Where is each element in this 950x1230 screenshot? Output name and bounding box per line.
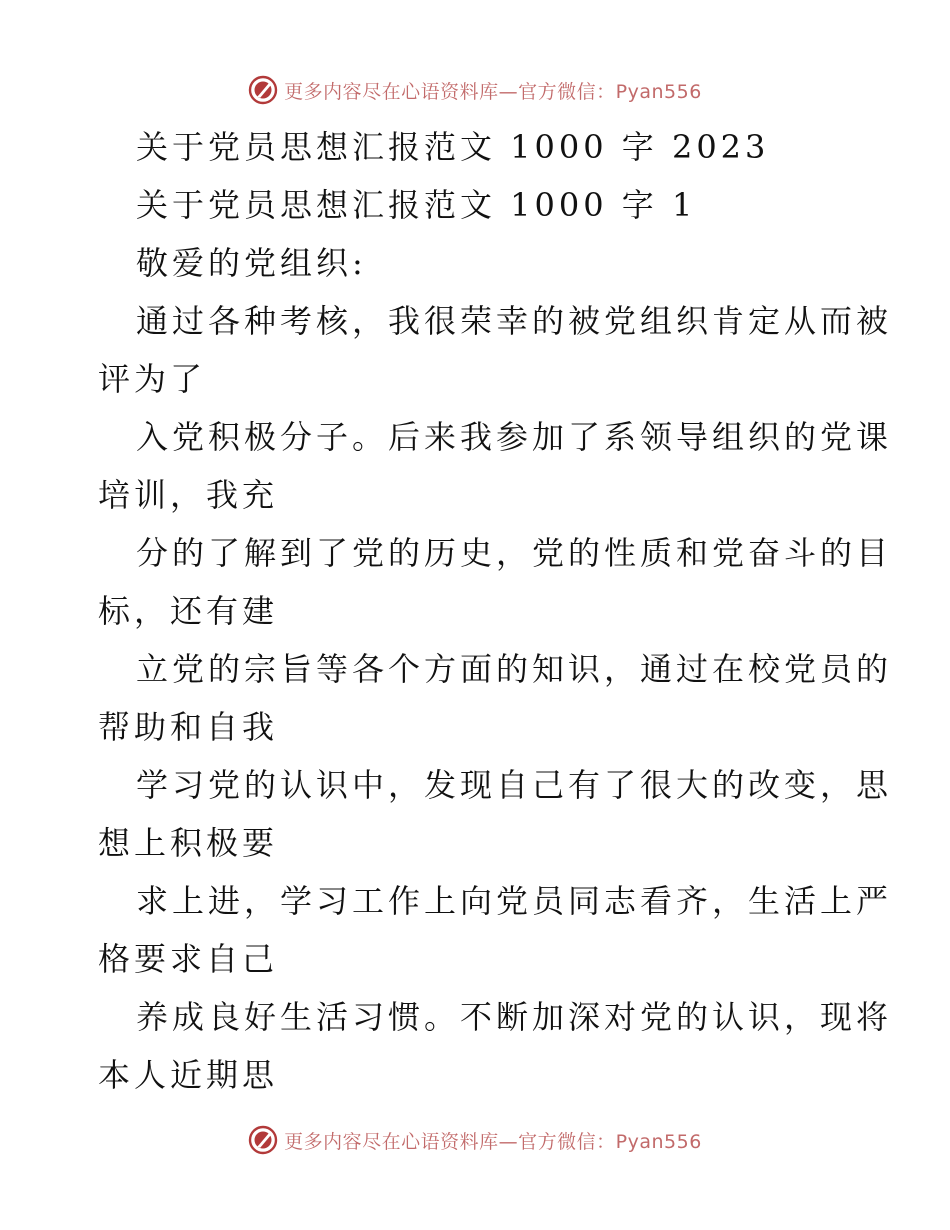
body-line-text: 入党积极分子。后来我参加了系领导组织的党课	[136, 418, 893, 456]
quill-pen-logo-icon	[248, 75, 278, 105]
body-line	[98, 988, 893, 1046]
body-line	[98, 176, 858, 234]
body-line	[98, 698, 858, 756]
body-line-text: 培训，我充	[98, 476, 279, 514]
body-line	[98, 814, 858, 872]
body-line-text: 关于党员思想汇报范文 1000 字 2023	[136, 128, 770, 166]
body-line	[98, 118, 858, 176]
body-line	[98, 930, 858, 988]
body-line	[98, 408, 893, 466]
body-line	[98, 466, 858, 524]
body-line-text: 分的了解到了党的历史，党的性质和党奋斗的目	[136, 534, 893, 572]
quill-pen-logo-icon	[248, 1125, 278, 1155]
body-line-text: 关于党员思想汇报范文 1000 字 1	[136, 186, 697, 224]
body-line-text: 通过各种考核，我很荣幸的被党组织肯定从而被	[136, 302, 893, 340]
body-line-text: 本人近期思	[98, 1056, 279, 1094]
footer-banner	[0, 1122, 950, 1158]
body-line	[98, 234, 858, 292]
body-line	[98, 350, 858, 408]
body-line-text: 养成良好生活习惯。不断加深对党的认识，现将	[136, 998, 893, 1036]
body-line-text: 想上积极要	[98, 824, 279, 862]
body-line	[98, 1046, 858, 1104]
body-line-text: 格要求自己	[98, 940, 279, 978]
body-line	[98, 640, 893, 698]
body-line	[98, 872, 893, 930]
banner-text: 更多内容尽在心语资料库—官方微信：Pyan556	[284, 80, 702, 103]
body-line-text: 帮助和自我	[98, 708, 279, 746]
body-line-text: 立党的宗旨等各个方面的知识，通过在校党员的	[136, 650, 893, 688]
body-line-text: 评为了	[98, 360, 207, 398]
banner-text: 更多内容尽在心语资料库—官方微信：Pyan556	[284, 1130, 702, 1153]
document-body	[98, 118, 893, 1104]
body-line	[98, 292, 893, 350]
header-banner	[0, 72, 950, 108]
body-line	[98, 524, 893, 582]
body-line-text: 敬爱的党组织:	[136, 244, 367, 282]
body-line	[98, 582, 858, 640]
body-line-text: 求上进，学习工作上向党员同志看齐，生活上严	[136, 882, 893, 920]
body-line-text: 标，还有建	[98, 592, 279, 630]
body-line	[98, 756, 893, 814]
body-line-text: 学习党的认识中，发现自己有了很大的改变，思	[136, 766, 893, 804]
